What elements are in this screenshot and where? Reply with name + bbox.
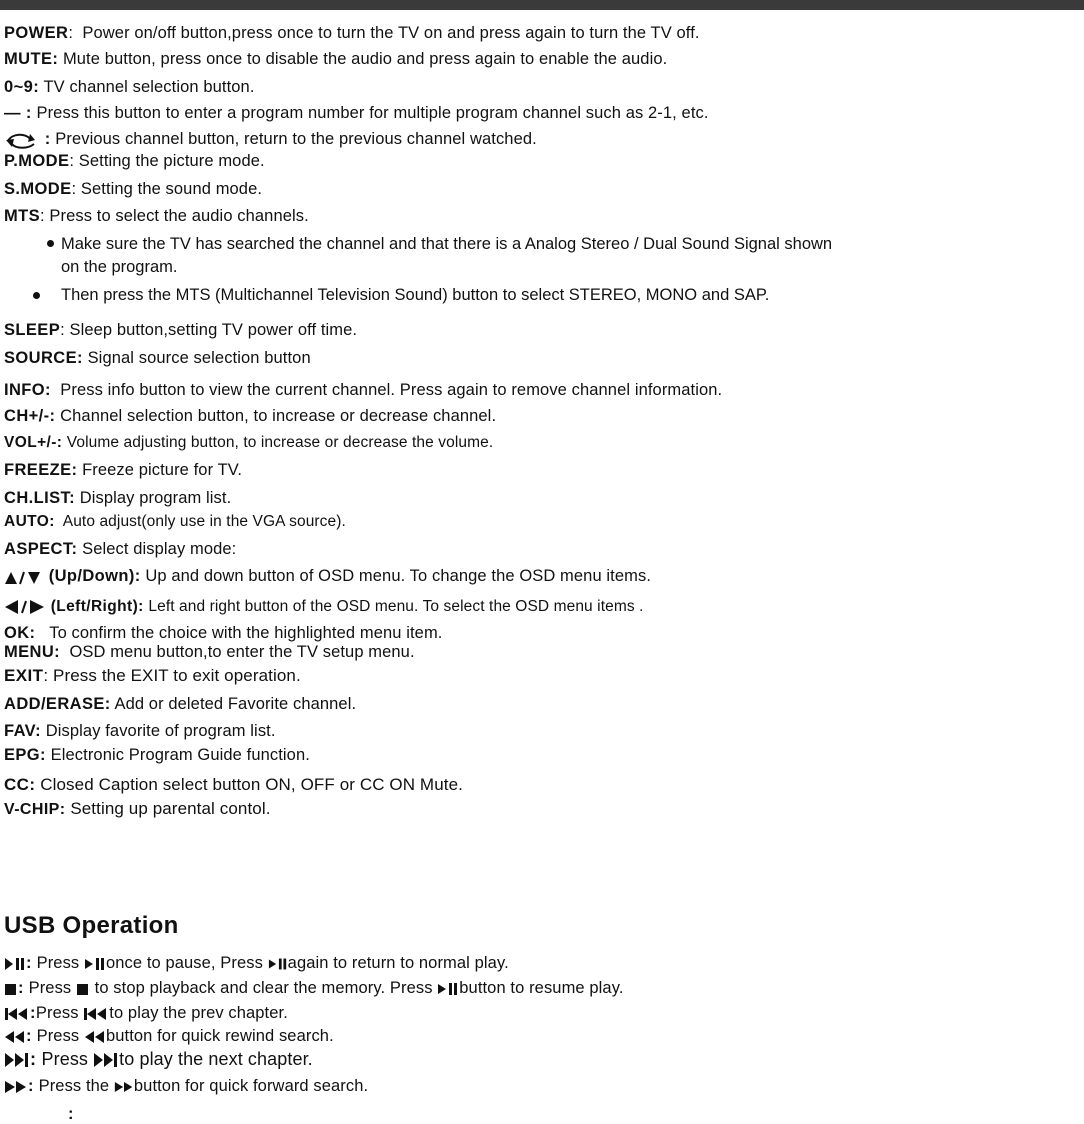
mts-note-2: Then press the MTS (Multichannel Television Sound) button to select STEREO, MONO and SAP. [61, 286, 770, 304]
stop-icon [4, 982, 18, 996]
power-row: POWER: Power on/off button,press once to turn the TV on and press again to turn the TV off. [4, 24, 700, 42]
usb-prev-row: :Press to play the prev chapter. [4, 1003, 288, 1023]
epg-row: EPG: Electronic Program Guide function. [4, 746, 310, 764]
next-chapter-icon [4, 1052, 30, 1068]
fav-row: FAV: Display favorite of program list. [4, 722, 276, 740]
source-row: SOURCE: Signal source selection button [4, 349, 311, 367]
cc-row: CC: Closed Caption select button ON, OFF or CC ON Mute. [4, 775, 463, 794]
play-pause-icon [84, 957, 106, 971]
fast-forward-icon [4, 1080, 28, 1094]
digits-row: 0~9: TV channel selection button. [4, 78, 255, 96]
rewind-icon [4, 1030, 26, 1044]
top-rule [0, 0, 1084, 10]
usb-rewind-row: : Press button for quick rewind search. [4, 1026, 334, 1046]
usb-next-row: : Press to play the next chapter. [4, 1049, 313, 1069]
usb-forward-row: : Press the button for quick forward search. [4, 1076, 368, 1096]
vchip-row: V-CHIP: Setting up parental contol. [4, 799, 271, 818]
mts-note-1: Make sure the TV has searched the channel and that there is a Analog Stereo / Dual Sound Signal shown [61, 235, 833, 253]
aspect-row: ASPECT: Select display mode: [4, 540, 237, 558]
left-right-row: (Left/Right): Left and right button of the OSD menu. To select the OSD menu items . [4, 596, 644, 617]
up-down-arrows-icon [4, 568, 44, 586]
usb-stop-row: : Press to stop playback and clear the memory. Press button to resume play. [4, 978, 624, 998]
smode-row: S.MODE: Setting the sound mode. [4, 180, 263, 198]
mute-row: MUTE: Mute button, press once to disable the audio and press again to enable the audio. [4, 50, 668, 68]
pmode-row: P.MODE: Setting the picture mode. [4, 152, 265, 170]
fast-forward-icon [114, 1081, 134, 1093]
sleep-row: SLEEP: Sleep button,setting TV power off time. [4, 321, 358, 339]
bullet-dot [47, 240, 54, 247]
chlist-row: CH.LIST: Display program list. [4, 489, 232, 507]
auto-row: AUTO: Auto adjust(only use in the VGA source). [4, 513, 346, 530]
usb-empty-row: : [68, 1105, 74, 1123]
play-pause-icon [268, 957, 288, 971]
freeze-row: FREEZE: Freeze picture for TV. [4, 461, 243, 479]
stop-icon [76, 982, 90, 996]
left-right-arrows-icon [4, 598, 46, 616]
recall-row: : Previous channel button, return to the previous channel watched. [4, 129, 537, 150]
return-arrows-icon [4, 130, 40, 150]
mts-note-1-cont: on the program. [61, 258, 178, 276]
exit-row: EXIT: Press the EXIT to exit operation. [4, 666, 301, 685]
info-row: INFO: Press info button to view the current channel. Press again to remove channel information. [4, 381, 723, 399]
usb-heading: USB Operation [4, 912, 179, 939]
previous-chapter-icon [83, 1007, 109, 1021]
ch-row: CH+/-: Channel selection button, to increase or decrease channel. [4, 407, 497, 425]
vol-row: VOL+/-: Volume adjusting button, to increase or decrease the volume. [4, 434, 494, 451]
menu-row: MENU: OSD menu button,to enter the TV setup menu. [4, 643, 415, 661]
next-chapter-icon [93, 1052, 119, 1068]
up-down-row: (Up/Down): Up and down button of OSD menu. To change the OSD menu items. [4, 566, 651, 586]
add-erase-row: ADD/ERASE: Add or deleted Favorite channel. [4, 695, 357, 713]
dash-row: — : Press this button to enter a program number for multiple program channel such as 2-1, etc. [4, 104, 709, 122]
mts-row: MTS: Press to select the audio channels. [4, 207, 309, 225]
ok-row: OK: To confirm the choice with the highlighted menu item. [4, 624, 443, 642]
bullet-dot [33, 292, 40, 299]
play-pause-icon [4, 957, 26, 971]
play-pause-icon [437, 982, 459, 996]
usb-play-pause-row: : Press once to pause, Press again to return to normal play. [4, 953, 509, 973]
previous-chapter-icon [4, 1007, 30, 1021]
rewind-icon [84, 1030, 106, 1044]
